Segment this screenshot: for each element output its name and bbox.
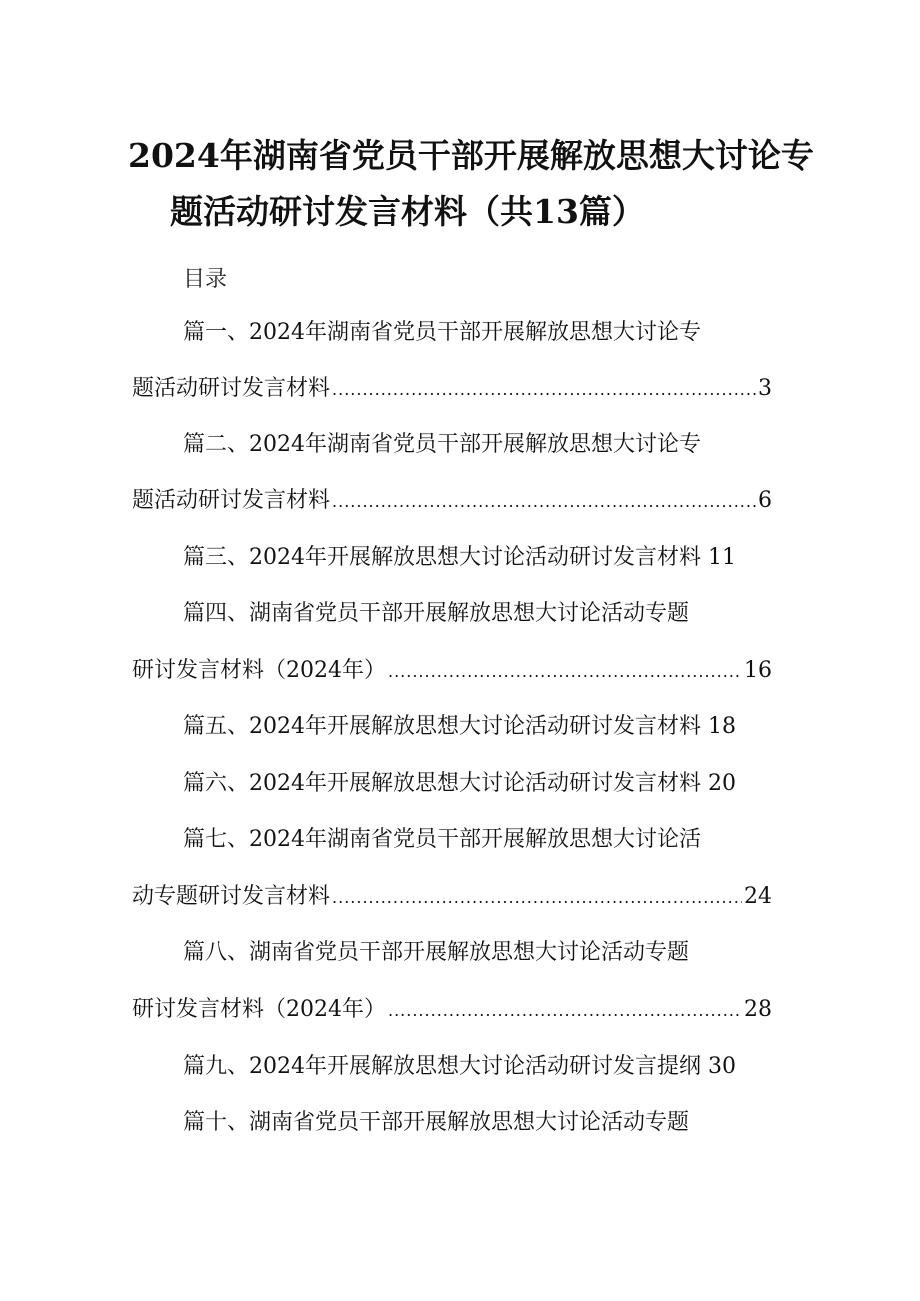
toc-entry-7-cont[interactable]: [132, 882, 772, 913]
toc-page-number: 24: [744, 884, 772, 909]
toc-heading: 目录: [183, 267, 228, 292]
toc-entry-title: 篇五、2024年开展解放思想大讨论活动研讨发言材料 18: [183, 714, 736, 739]
toc-entry-7[interactable]: [183, 825, 701, 855]
toc-entry-4[interactable]: [183, 599, 689, 629]
toc-entry-title: 篇四、湖南省党员干部开展解放思想大讨论活动专题: [183, 601, 690, 626]
toc-entry-title: 篇七、2024年湖南省党员干部开展解放思想大讨论活: [183, 827, 701, 852]
toc-entry-2-cont[interactable]: [132, 486, 772, 517]
toc-page-number: 28: [744, 997, 772, 1022]
toc-entry-1[interactable]: [183, 318, 701, 348]
toc-entry-5[interactable]: [183, 712, 736, 742]
toc-entry-title: 篇三、2024年开展解放思想大讨论活动研讨发言材料 11: [183, 545, 736, 570]
toc-leader-dots: [332, 883, 742, 913]
toc-entry-title: 篇十、湖南省党员干部开展解放思想大讨论活动专题: [183, 1110, 690, 1135]
toc-entry-3[interactable]: [183, 543, 736, 573]
toc-leader-dots: [388, 996, 742, 1026]
toc-entry-title: 篇六、2024年开展解放思想大讨论活动研讨发言材料 20: [183, 771, 736, 796]
toc-entry-title-cont: 研讨发言材料（2024年）: [132, 658, 386, 683]
toc-entry-8-cont[interactable]: [132, 995, 772, 1026]
toc-entry-title-cont: 题活动研讨发言材料: [132, 488, 331, 513]
toc-entry-title-cont: 动专题研讨发言材料: [132, 884, 331, 909]
toc-entry-title: 篇二、2024年湖南省党员干部开展解放思想大讨论专: [183, 432, 701, 457]
toc-entry-title: 篇九、2024年开展解放思想大讨论活动研讨发言提纲 30: [183, 1054, 736, 1079]
toc-entry-title: 篇一、2024年湖南省党员干部开展解放思想大讨论专: [183, 320, 701, 345]
title-line-1: 2024年湖南省党员干部开展解放思想大讨论专: [128, 136, 814, 175]
toc-leader-dots: [388, 657, 742, 687]
toc-entry-6[interactable]: [183, 769, 736, 799]
toc-entry-title-cont: 题活动研讨发言材料: [132, 376, 331, 401]
toc-entry-2[interactable]: [183, 430, 701, 460]
toc-page-number: 3: [758, 376, 772, 401]
toc-leader-dots: [332, 487, 756, 517]
toc-entry-1-cont[interactable]: [132, 374, 772, 405]
toc-entry-8[interactable]: [183, 938, 689, 968]
toc-entry-9[interactable]: [183, 1052, 736, 1082]
toc-entry-4-cont[interactable]: [132, 656, 772, 687]
title-line-2: 题活动研讨发言材料（共13篇）: [170, 192, 645, 231]
toc-entry-title: 篇八、湖南省党员干部开展解放思想大讨论活动专题: [183, 940, 690, 965]
toc-entry-10[interactable]: [183, 1108, 689, 1138]
toc-leader-dots: [332, 375, 756, 405]
toc-page-number: 16: [744, 658, 772, 683]
toc-entry-title-cont: 研讨发言材料（2024年）: [132, 997, 386, 1022]
toc-page-number: 6: [758, 488, 772, 513]
